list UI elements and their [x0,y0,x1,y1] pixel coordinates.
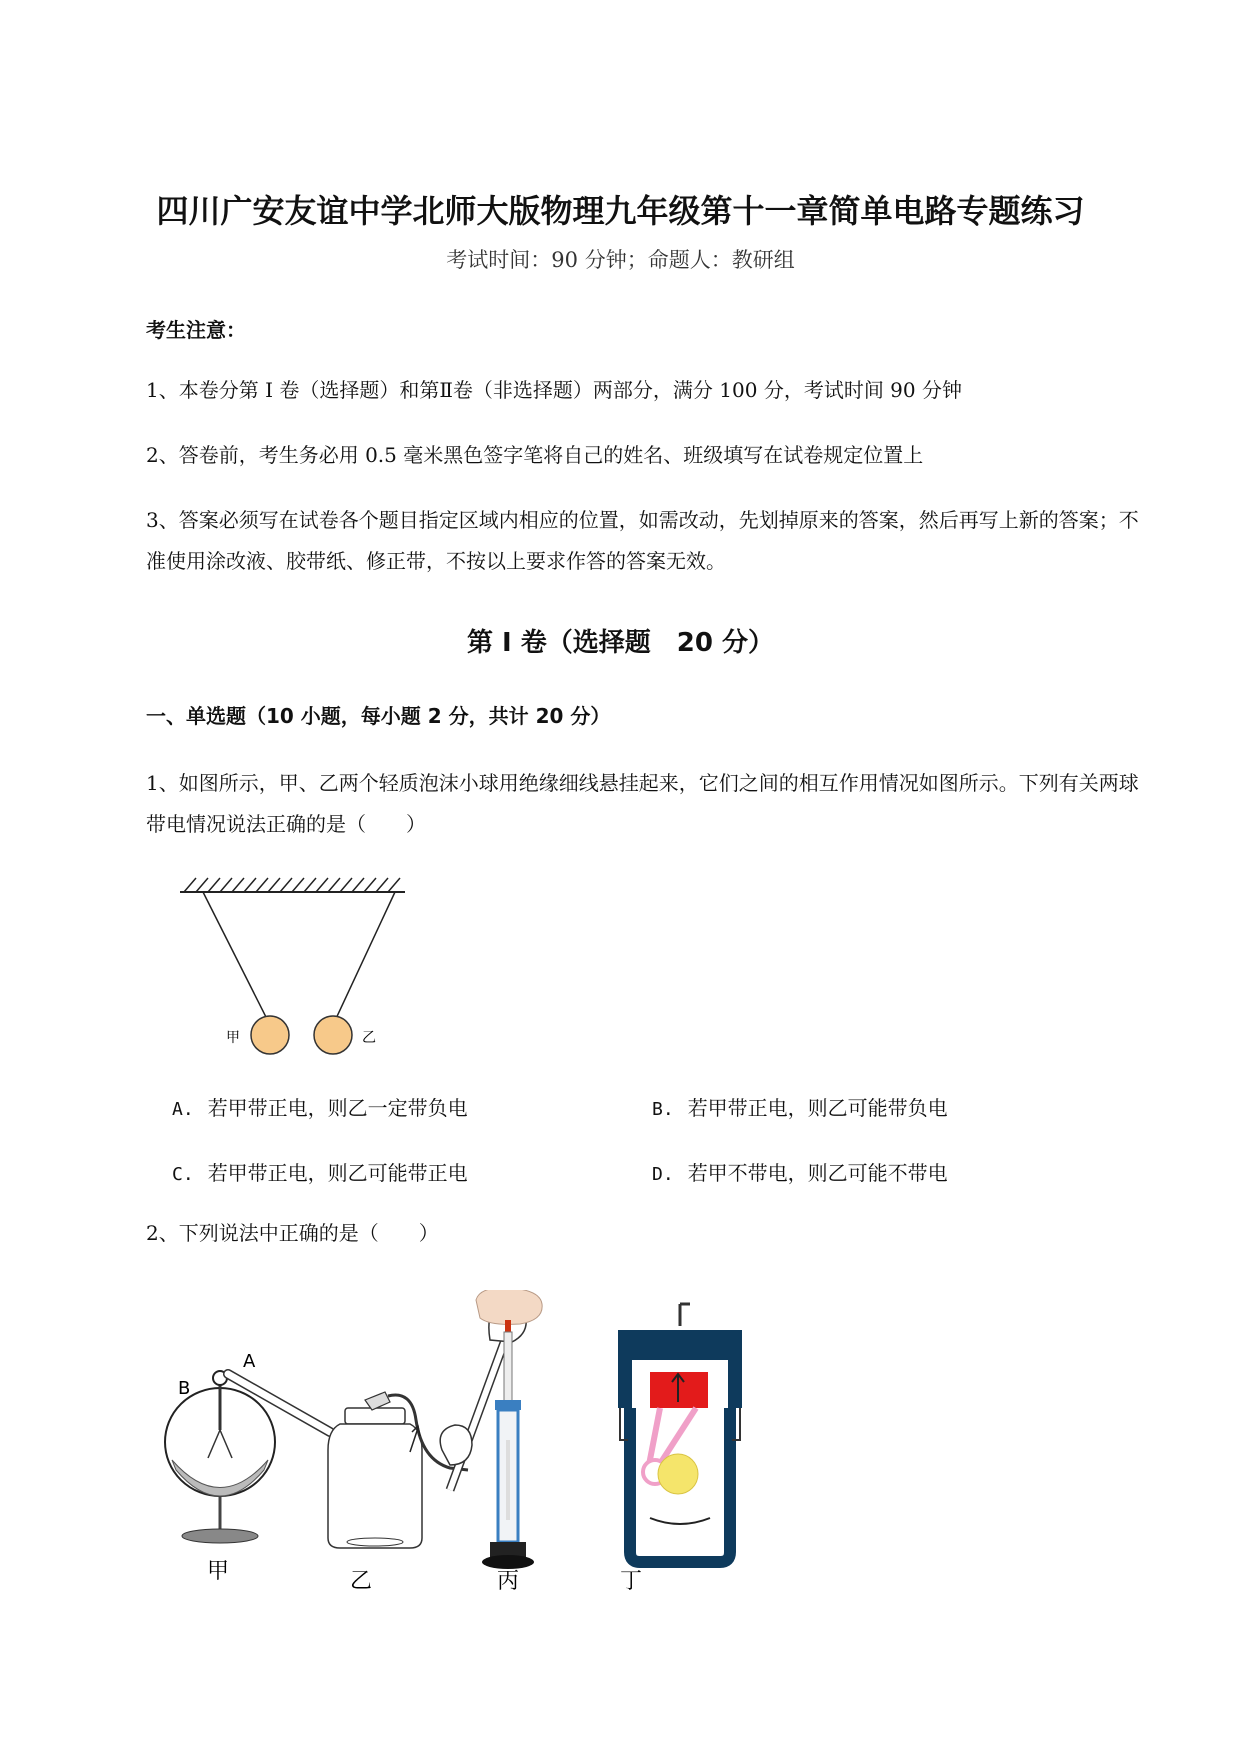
fire-syringe-illustration [476,1290,542,1569]
electroscope-illustration [165,1351,330,1543]
option-a[interactable] [172,1092,468,1121]
thread-left [203,892,270,1025]
question-type-heading: 一、单选题（10 小题，每小题 2 分，共计 20 分） [146,704,611,728]
option-c-text: 若甲带正电，则乙可能带正电 [207,1161,468,1185]
notice-item-2: 2、答卷前，考生务必用 0.5 毫米黑色签字笔将自己的姓名、班级填写在试卷规定位置上 [146,443,924,467]
question-2-stem: 2、下列说法中正确的是（ ） [146,1221,439,1245]
thread-right [333,892,395,1025]
ceiling-support [180,878,405,892]
notice-heading: 考生注意： [146,318,246,342]
ball-label-yi: 乙 [362,1030,376,1046]
figure-label-jia: 甲 [207,1559,230,1584]
page-title: 四川广安友谊中学北师大版物理九年级第十一章简单电路专题练习 [156,192,1085,230]
question-1-stem: 1、如图所示，甲、乙两个轻质泡沫小球用绝缘细线悬挂起来，它们之间的相互作用情况如图所示。下列有关两球带电情况说法正确的是（ ） [146,771,1139,836]
option-d-letter: D. [652,1164,674,1185]
option-c[interactable] [172,1157,468,1186]
figure-label-bing: 丙 [497,1569,520,1590]
option-c-letter: C. [172,1164,194,1185]
option-a-text: 若甲带正电，则乙一定带负电 [207,1096,468,1120]
figure-label-yi: 乙 [350,1569,373,1590]
question-2-figure [150,1290,830,1590]
label-b: B [178,1378,191,1399]
option-b-letter: B. [652,1099,674,1120]
ball-jia [251,1016,289,1054]
notice-item-3: 3、答案必须写在试卷各个题目指定区域内相应的位置，如需改动，先划掉原来的答案，然后再写上新的答案；不准使用涂改液、胶带纸、修正带，不按以上要求作答的答案无效。 [146,508,1139,573]
exam-info: 考试时间：90 分钟；命题人：教研组 [446,248,795,272]
option-b[interactable] [652,1092,948,1121]
section-title: 第 I 卷（选择题 20 分） [466,628,774,658]
option-d[interactable] [652,1157,948,1186]
option-b-text: 若甲带正电，则乙可能带负电 [687,1096,948,1120]
engine-illustration [618,1304,742,1562]
bottle-pump-illustration [328,1301,526,1548]
question-1-figure [170,870,430,1070]
option-d-text: 若甲不带电，则乙可能不带电 [687,1161,948,1185]
ball-label-jia: 甲 [226,1030,240,1046]
ball-yi [314,1016,352,1054]
figure-label-ding: 丁 [620,1569,643,1590]
option-a-letter: A. [172,1099,194,1120]
label-a: A [243,1351,256,1372]
notice-item-1: 1、本卷分第 I 卷（选择题）和第Ⅱ卷（非选择题）两部分，满分 100 分，考试时间 90 分钟 [146,378,962,402]
